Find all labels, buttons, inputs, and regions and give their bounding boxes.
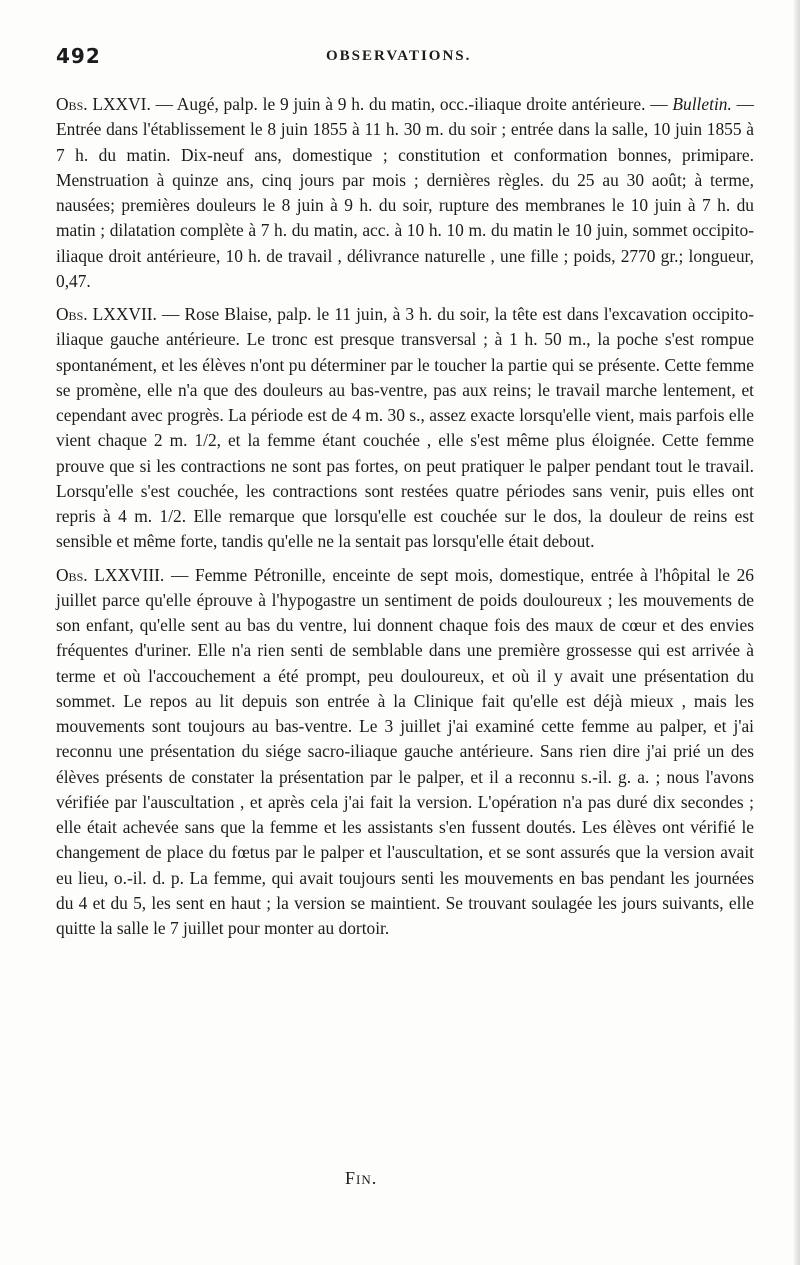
observation-text: — Augé, palp. le 9 juin à 9 h. du matin, occ.-iliaque droite antérieure. — xyxy=(150,94,673,114)
observation-paragraph-78 xyxy=(56,563,754,942)
observation-paragraph-76 xyxy=(56,92,754,294)
observation-paragraph-77 xyxy=(56,302,754,555)
bulletin-italic: Bulletin. xyxy=(672,94,732,114)
observation-label: Obs. LXXVIII. xyxy=(56,564,165,585)
page-header xyxy=(56,44,756,74)
running-head: OBSERVATIONS. xyxy=(326,48,472,64)
body-text xyxy=(56,92,754,949)
observation-text-continued: — Entrée dans l'établissement le 8 juin 1855 à 11 h. 30 m. du soir ; entrée dans la salle, 10 juin 1855 à 7 h. du matin. Dix-neuf ans, domestique ; constitution et conformation bonnes, primipare. Menstruation à quinze ans, cinq jours par mois ; dernières règles. du 25 au 30 août; à terme, nausées; premières douleurs le 8 juin à 9 h. du soir, rupture des membranes le 10 juin à 7 h. du matin ; dilatation complète à 7 h. du matin, acc. à 10 h. 10 m. du matin le 10 juin, sommet occipito-iliaque droit antérieure, 10 h. de travail , délivrance naturelle , une fille ; poids, 2770 gr.; longueur, 0,47. xyxy=(56,94,754,291)
closing-fin: Fin. xyxy=(345,1168,378,1188)
observation-label: Obs. LXXVI. xyxy=(56,94,151,114)
observation-text: — Femme Pétronille, enceinte de sept mois, domestique, entrée à l'hôpital le 26 juillet parce qu'elle éprouve à l'hypogastre un sentiment de poids douloureux ; les mouvements de son enfant, qu'elle sent au bas du ventre, lui donnent chaque fois des maux de cœur et des envies fréquentes d'uriner. Elle n'a rien senti de semblable dans une première grossesse qui est arrivée à terme et où l'accouchement a été prompt, peu douloureux, et où il y avait une présentation du sommet. Le repos au lit depuis son entrée à la Clinique fait qu'elle est déjà mieux , mais les mouvements sont toujours au bas-ventre. Le 3 juillet j'ai examiné cette femme au palper, et j'ai reconnu une présentation du siége sacro-iliaque gauche antérieure. Sans rien dire j'ai prié un des élèves présents de constater la présentation par le palper, et il a reconnu s.-il. g. a. ; nous l'avons vérifiée par l'auscultation , et après cela j'ai fait la version. L'opération n'a pas duré dix secondes ; elle était achevée sans que la femme et les assistants s'en fussent doutés. Les élèves ont vérifié le changement de place du fœtus par le palper et l'auscultation, et se sont assurés que la version avait eu lieu, o.-il. d. p. La femme, qui avait toujours senti les mouvements en bas pendant les journées du 4 et du 5, les sent en haut ; la version se maintient. Se trouvant soulagée les jours suivants, elle quitte la salle le 7 juillet pour monter au dortoir. xyxy=(56,564,754,938)
page-edge-shadow xyxy=(794,0,800,1265)
observation-label: Obs. LXXVII. xyxy=(56,304,157,324)
page-number: 492 xyxy=(56,44,101,68)
observation-text: — Rose Blaise, palp. le 11 juin, à 3 h. du soir, la tête est dans l'excavation occipito-iliaque gauche antérieure. Le tronc est presque transversal ; à 1 h. 50 m., la poche s'est rompue spontanément, et les élèves n'ont pu déterminer par le toucher la partie qui se présente. Cette femme se promène, elle n'a que des douleurs au bas-ventre, pas aux reins; le travail marche lentement, et cependant avec progrès. La période est de 4 m. 30 s., assez exacte lorsqu'elle vient, mais parfois elle vient chaque 2 m. 1/2, et la femme étant couchée , elle s'est même plus éloignée. Cette femme prouve que si les contractions ne sont pas fortes, on peut pratiquer le palper pendant tout le travail. Lorsqu'elle s'est couchée, les contractions sont restées quatre périodes sans venir, puis elles ont repris à 4 m. 1/2. Elle remarque que lorsqu'elle est couchée sur le dos, la douleur de reins est sensible et même forte, tandis qu'elle ne la sentait pas lorsqu'elle était debout. xyxy=(56,304,754,552)
